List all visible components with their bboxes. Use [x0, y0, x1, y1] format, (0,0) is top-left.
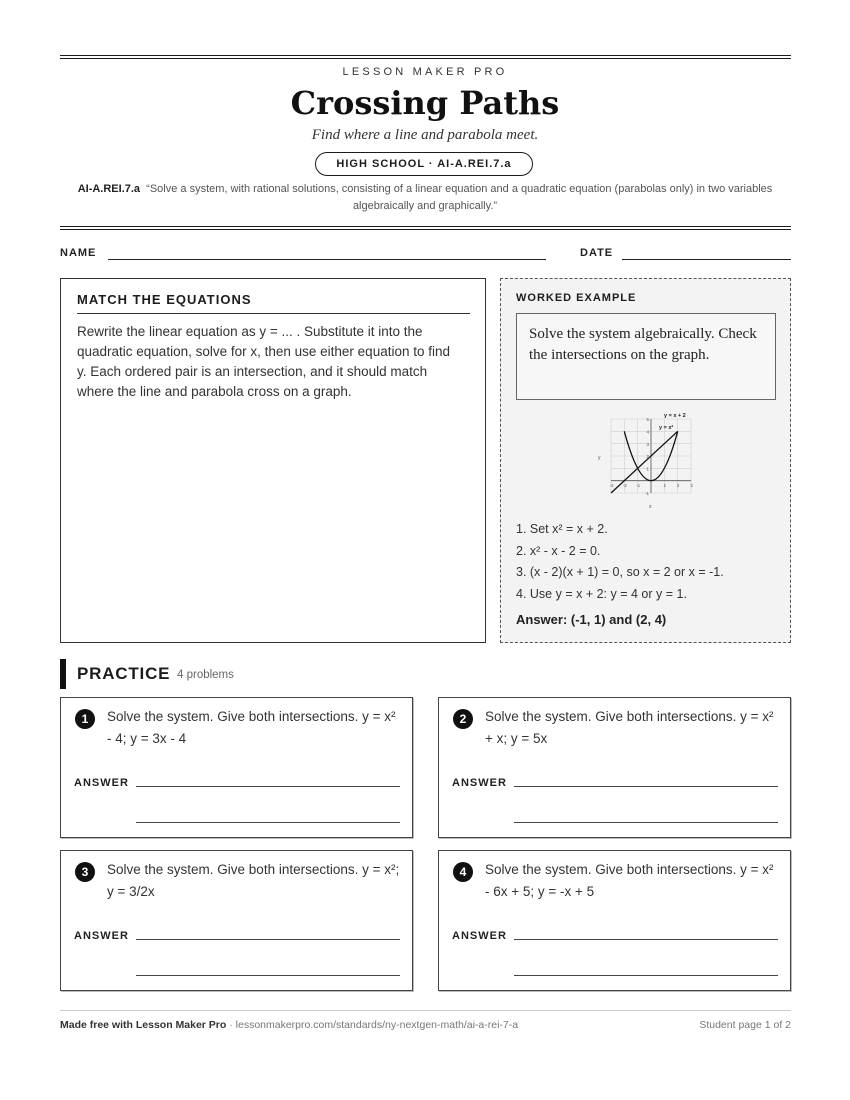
- graph-x-tick: 1: [663, 483, 667, 488]
- answer-line[interactable]: [136, 822, 400, 823]
- practice-title: PRACTICE: [77, 664, 171, 683]
- answer-label: ANSWER: [74, 930, 129, 942]
- practice-count: 4 problems: [177, 669, 234, 681]
- footer-page-number: Student page 1 of 2: [699, 1019, 791, 1031]
- answer-line[interactable]: [514, 975, 778, 976]
- step-4: 4. Use y = x + 2: y = 4 or y = 1.: [516, 586, 687, 601]
- graph-x-tick: -2: [622, 483, 627, 488]
- answer-line[interactable]: [136, 939, 400, 940]
- problem-number: 4: [453, 862, 473, 882]
- problem-text: Solve the system. Give both intersections. y = x² - 6x + 5; y = -x + 5: [485, 862, 774, 899]
- header-bottom-rule: [60, 226, 791, 227]
- top-rule-inner: [60, 58, 791, 59]
- answer-line[interactable]: [136, 975, 400, 976]
- standard-code: AI-A.REI.7.a: [77, 183, 141, 195]
- match-equations-panel: [60, 278, 486, 643]
- footer-url[interactable]: · lessonmakerpro.com/standards/ny-nextgen-math/ai-a-rei-7-a: [226, 1019, 519, 1031]
- problem-text: Solve the system. Give both intersections. y = x²; y = 3/2x: [107, 862, 400, 899]
- graph-line-label: y = x + 2: [664, 413, 686, 419]
- graph-x-tick: -1: [636, 483, 641, 488]
- standard-description: [62, 181, 788, 215]
- worked-example-panel: [500, 278, 791, 643]
- graph-x-tick: -3: [609, 483, 614, 488]
- problem-card-1: [60, 697, 413, 838]
- worked-example-steps: [516, 519, 786, 605]
- worked-example-heading: WORKED EXAMPLE: [516, 292, 637, 304]
- worked-example-prompt: Solve the system algebraically. Check the intersections on the graph.: [516, 313, 776, 400]
- graph-x-label: x: [649, 504, 652, 509]
- answer-line[interactable]: [514, 786, 778, 787]
- step-3: 3. (x - 2)(x + 1) = 0, so x = 2 or x = -1.: [516, 565, 724, 579]
- graph-y-tick: 1: [646, 466, 650, 472]
- footer-made-with: Made free with Lesson Maker Pro: [60, 1019, 227, 1031]
- brand-name: LESSON MAKER PRO: [342, 66, 508, 78]
- graph-parabola-label: y = x²: [659, 425, 674, 431]
- problem-card-3: [60, 850, 413, 991]
- match-heading: MATCH THE EQUATIONS: [77, 292, 252, 307]
- problem-card-4: [438, 850, 791, 991]
- answer-label: ANSWER: [74, 777, 129, 789]
- name-label: NAME: [60, 247, 97, 259]
- top-rule: [60, 55, 791, 56]
- graph-y-tick: 5: [646, 417, 650, 423]
- graph-y-tick: 4: [646, 429, 650, 435]
- worked-example-graph: [591, 409, 701, 509]
- grade-standard-badge: HIGH SCHOOL · AI-A.REI.7.a: [315, 152, 533, 176]
- problem-number: 3: [75, 862, 95, 882]
- problem-text: Solve the system. Give both intersections. y = x² - 4; y = 3x - 4: [107, 709, 396, 746]
- problem-number: 1: [75, 709, 95, 729]
- problem-text: Solve the system. Give both intersections. y = x² + x; y = 5x: [485, 709, 774, 746]
- problem-number: 2: [453, 709, 473, 729]
- graph-x-tick: 2: [676, 483, 680, 488]
- name-field[interactable]: [108, 259, 546, 260]
- footer-credit: [60, 1019, 518, 1031]
- match-instructions: Rewrite the linear equation as y = ... . Substitute it into the quadratic equation, solve for x, then use either equation to find y. Each ordered pair is an intersection, and it should match where the line and parabola cross on a graph.: [77, 324, 450, 399]
- match-heading-rule: [77, 313, 470, 314]
- page-subtitle: Find where a line and parabola meet.: [311, 127, 539, 143]
- practice-accent-bar: [60, 659, 66, 689]
- date-label: DATE: [580, 247, 614, 259]
- graph-y-label: y: [598, 455, 601, 461]
- step-1: 1. Set x² = x + 2.: [516, 522, 608, 536]
- answer-label: ANSWER: [452, 930, 507, 942]
- answer-line[interactable]: [136, 786, 400, 787]
- header-bottom-rule-inner: [60, 229, 791, 230]
- graph-y-tick: 3: [646, 441, 650, 447]
- footer-rule: [60, 1010, 791, 1011]
- answer-line[interactable]: [514, 822, 778, 823]
- standard-text: “Solve a system, with rational solutions, consisting of a linear equation and a quadratic equation (parabolas only) in two variables algebraically and graphically.”: [146, 183, 773, 212]
- graph-x-tick: 3: [690, 483, 693, 488]
- worked-example-answer: Answer: (-1, 1) and (2, 4): [516, 612, 667, 627]
- answer-label: ANSWER: [452, 777, 507, 789]
- date-field[interactable]: [622, 259, 791, 260]
- graph-y-tick: -1: [645, 491, 650, 496]
- graph-y-tick: 2: [646, 454, 650, 460]
- problem-card-2: [438, 697, 791, 838]
- page-title: Crossing Paths: [290, 84, 560, 122]
- step-2: 2. x² - x - 2 = 0.: [516, 543, 601, 558]
- answer-line[interactable]: [514, 939, 778, 940]
